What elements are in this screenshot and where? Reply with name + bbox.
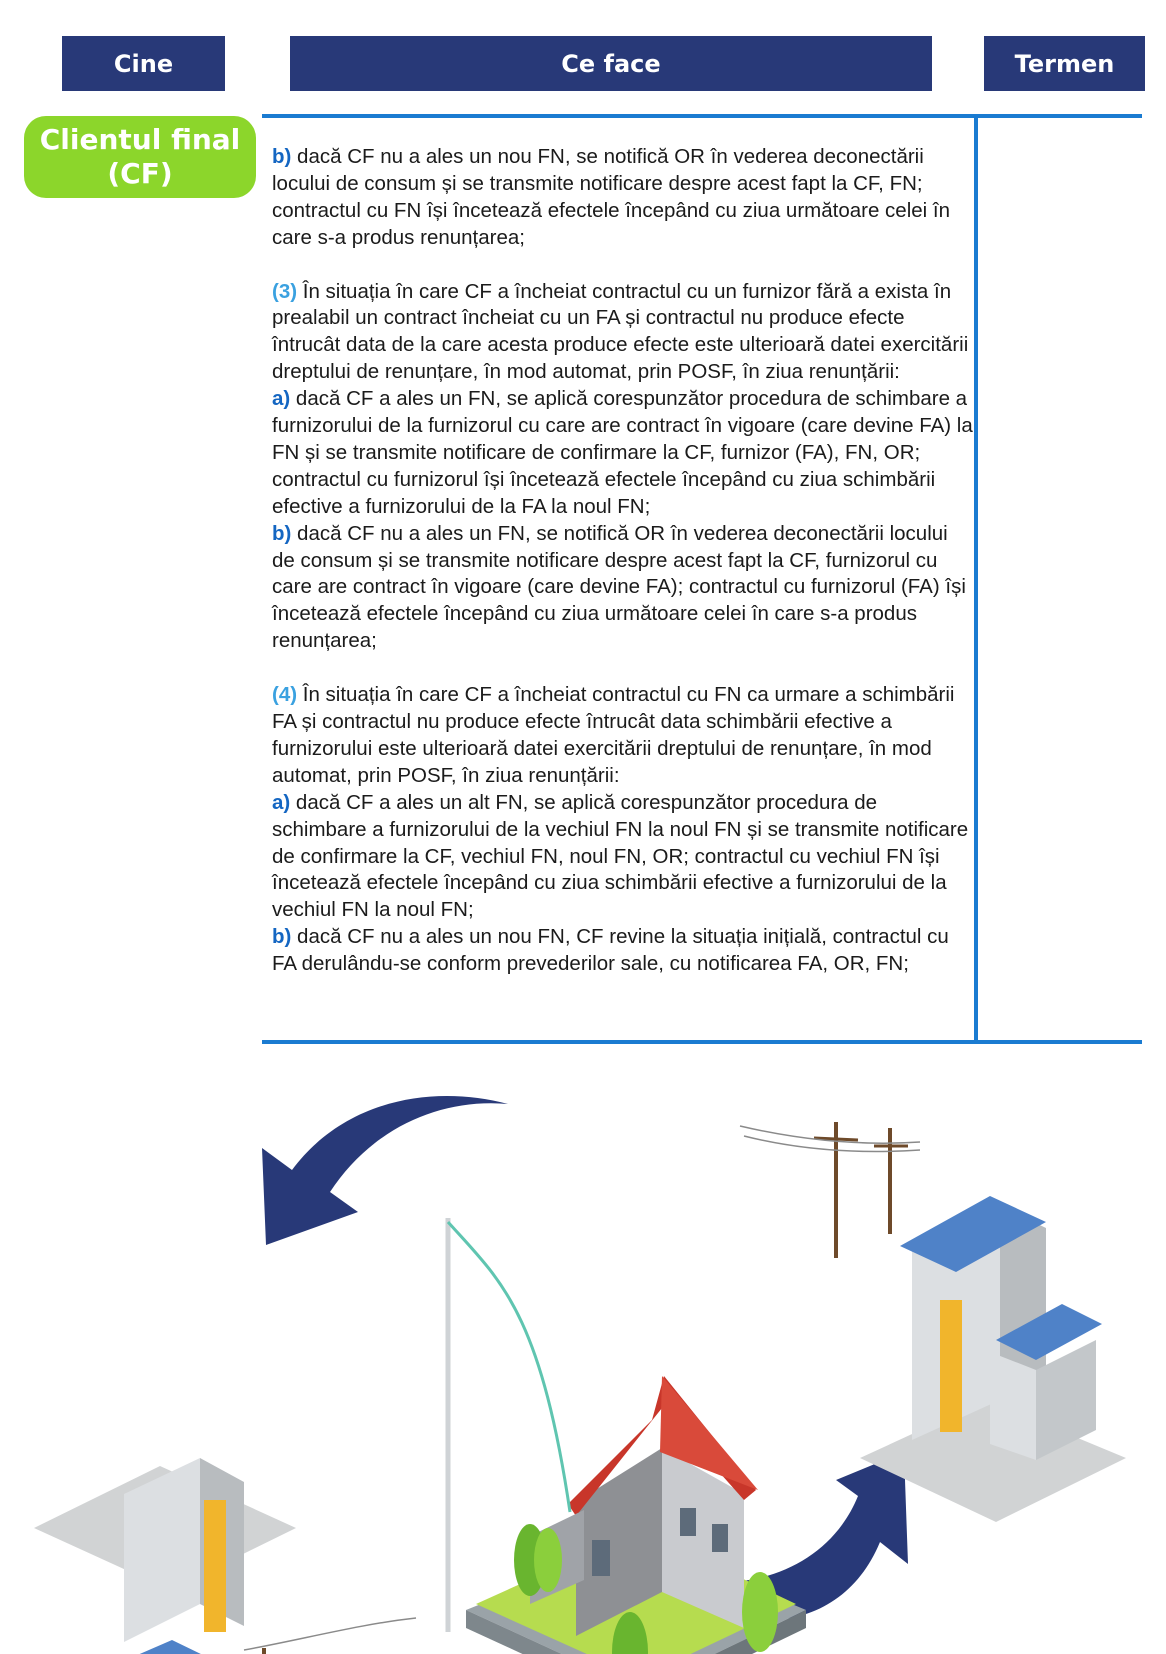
item-text: dacă CF a ales un alt FN, se aplică corespunzător procedura de schimbare a furnizorului de la vechiul FN la noul FN și se transmite notificare de confirmare la CF, vechiul FN, noul FN, OR; contractul cu vechiul FN își încetează efectele începând cu ziua schimbării efective a furnizorului de la vechiul FN la noul FN; (272, 790, 969, 922)
item-label: b) (272, 925, 292, 949)
item-label: b) (272, 145, 292, 168)
paragraph-4 (272, 682, 976, 978)
section-text: În situația în care CF a încheiat contractul cu FN ca urmare a schimbării FA și contractul nu produce efecte întrucât data schimbării efective a furnizorului este ulterioară datei exercitării dreptului de renunțare, în mod automat, prin POSF, în ziua renunțării: (272, 683, 955, 787)
actor-badge (24, 116, 256, 198)
apartment-building-icon (34, 1458, 296, 1654)
item-label: a) (272, 790, 291, 814)
item-text: dacă CF a ales un FN, se aplică corespunzător procedura de schimbare a furnizorului de la furnizorul cu care are contract în vigoare (care devine FA) la FN și se transmite notificare de confirmare la CF, furnizor (FA), FN, OR; contractul cu furnizorul își încetează efectele începând cu ziua schimbării efective a furnizorului de la FA la noul FN; (272, 387, 973, 518)
column-header-cine: Cine (62, 36, 225, 91)
column-header-ce-face: Ce face (290, 36, 932, 91)
curved-arrow-icon (262, 1096, 508, 1245)
section-number: (3) (272, 279, 298, 303)
apartment-building-icon (860, 1196, 1126, 1522)
item-label: a) (272, 387, 291, 411)
column-header-termen: Termen (984, 36, 1145, 91)
item-text: dacă CF nu a ales un FN, se notifică OR în vederea deconectării locului de consum și se transmite notificare despre acest fapt la CF, furnizorul cu care are contract în vigoare (care devine FA); contractul cu furnizorul (FA) își încetează efectele începând cu ziua următoare celei în care s-a produs renunțarea; (272, 521, 966, 653)
paragraph-b1 (272, 144, 976, 252)
item-label: b) (272, 521, 292, 545)
table-top-rule (262, 114, 1142, 118)
power-pole-icon (740, 1122, 920, 1258)
actor-name: Clientul final (39, 123, 241, 156)
item-text: dacă CF nu a ales un nou FN, se notifică OR în vederea deconectării locului de consum și se transmite notificare despre acest fapt la CF, FN; contractul cu FN își încetează efectele începând cu ziua următoare celei în care s-a produs renunțarea; (272, 145, 951, 249)
section-text: În situația în care CF a încheiat contractul cu un furnizor fără a exista în prealabil un contract încheiat cu un FA și contractul nu produce efecte întrucât data de la care acesta produce efecte este ulterioară datei exercitării dreptului de renunțare, în mod automat, prin POSF, în ziua renunțării: (272, 279, 969, 384)
power-pole-icon (244, 1618, 416, 1654)
paragraph-3 (272, 279, 976, 656)
supplier-switch-illustration (0, 1040, 1166, 1654)
actor-abbreviation: (CF) (107, 157, 173, 190)
procedure-text (272, 144, 976, 978)
section-number: (4) (272, 683, 298, 707)
item-text: dacă CF nu a ales un nou FN, CF revine la situația inițială, contractul cu FA derulându-se conform prevederilor sale, cu notificarea FA, OR, FN; (272, 925, 949, 976)
